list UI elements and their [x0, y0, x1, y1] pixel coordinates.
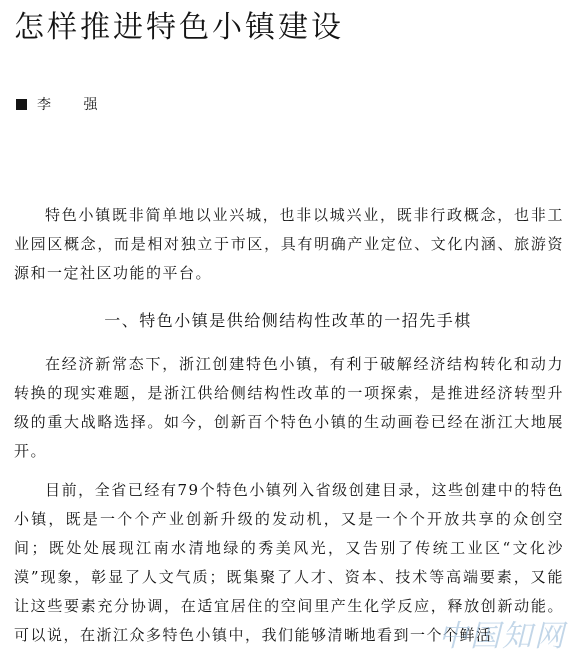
- watermark-logo: 中国知网: [438, 619, 566, 654]
- square-bullet-icon: [16, 99, 27, 110]
- intro-paragraph: 特色小镇既非简单地以业兴城，也非以城兴业，既非行政概念，也非工业园区概念，而是相对独立于市区，具有明确产业定位、文化内涵、旅游资源和一定社区功能的平台。: [14, 206, 564, 282]
- author-name: 李 强: [37, 97, 112, 113]
- body-paragraph: 目前，全省已经有79个特色小镇列入省级创建目录，这些创建中的特色小镇，既是一个个产业创新升级的发动机，又是一个个开放共享的众创空间；既处处展现江南水清地绿的秀美风光，又告别了传统工业区“文化沙漠”现象，彰显了人文气质；既集聚了人才、资本、技术等高端要素，又能让这些要素充分协调，在适宜居住的空间里产生化学反应，释放创新动能。可以说，在浙江众多特色小镇中，我们能够清晰地看到一个个鲜活: [14, 481, 564, 644]
- body-paragraph: 在经济新常态下，浙江创建特色小镇，有利于破解经济结构转化和动力转换的现实难题，是浙江供给侧结构性改革的一项探索，是推进经济转型升级的重大战略选择。如今，创新百个特色小镇的生动画卷已经在浙江大地展开。: [14, 355, 564, 460]
- author-line: [16, 94, 111, 116]
- section-heading: 一、特色小镇是供给侧结构性改革的一招先手棋: [104, 311, 472, 330]
- article-title: 怎样推进特色小镇建设: [14, 10, 344, 45]
